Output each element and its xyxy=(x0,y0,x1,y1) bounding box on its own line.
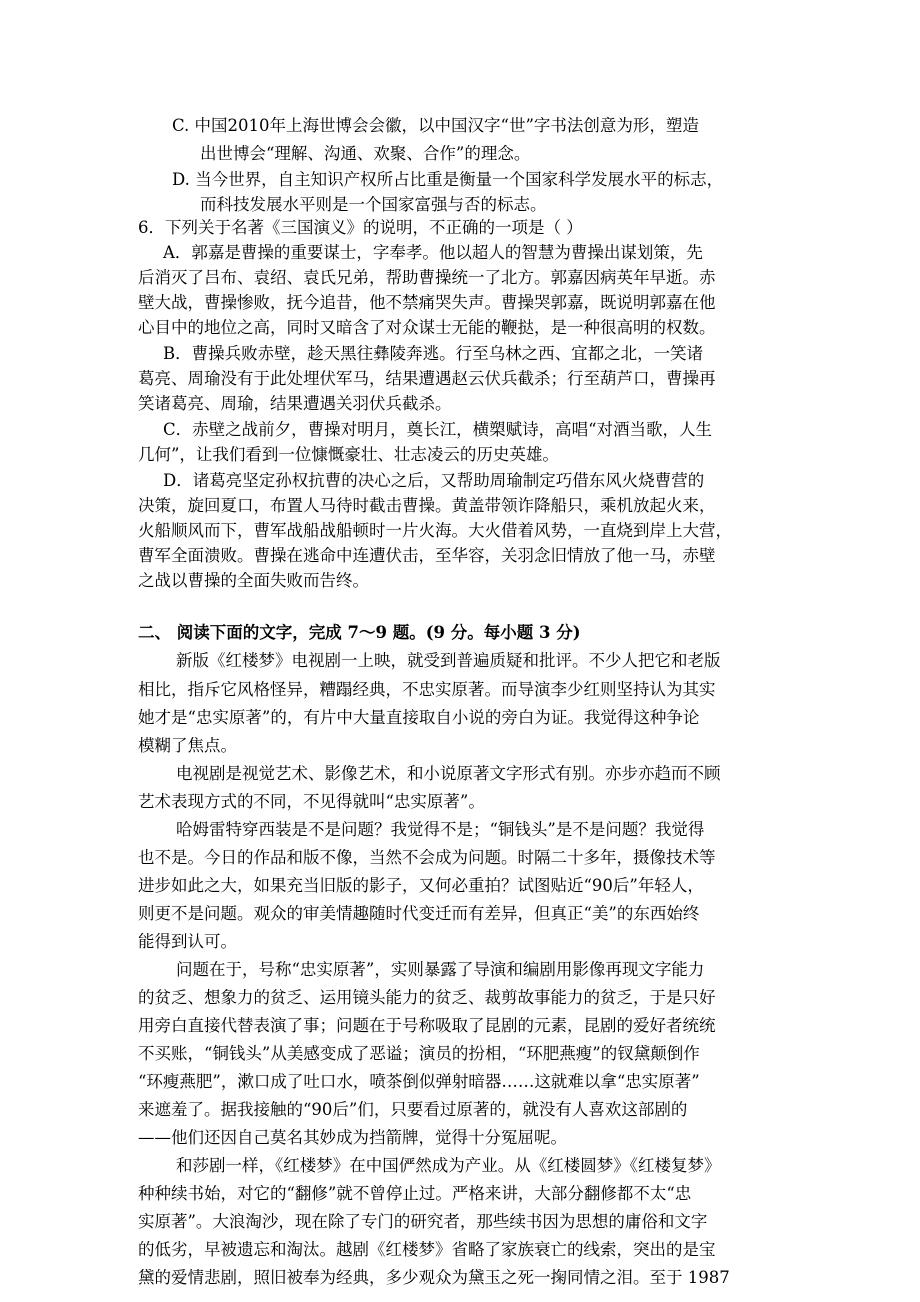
para4-line: 的贫乏、想象力的贫乏、运用镜头能力的贫乏、裁剪故事能力的贫乏，于是只好 xyxy=(138,988,716,1007)
q6-option-b-line: 葛亮、周瑜没有于此处埋伏军马，结果遭遇赵云伏兵截杀；行至葫芦口，曹操再 xyxy=(138,369,716,388)
q6-option-d-line: 曹军全面溃败。曹操在逃命中连遭伏击，至华容，关羽念旧情放了他一马，赤壁 xyxy=(138,546,716,565)
para4-line: 不买账，“铜钱头”从美感变成了恶谥；演员的扮相，“环肥燕瘦”的钗黛颠倒作 xyxy=(138,1044,700,1063)
q6-option-a-line: A．郭嘉是曹操的重要谋士，字奉孝。他以超人的智慧为曹操出谋划策，先 xyxy=(163,243,703,262)
q5-option-c-line2: 出世博会“理解、沟通、欢聚、合作”的理念。 xyxy=(200,144,531,163)
q6-stem: 6．下列关于名著《三国演义》的说明，不正确的一项是（ ） xyxy=(138,218,583,237)
para5-line: 和莎剧一样，《红楼梦》在中国俨然成为产业。从《红楼圆梦》《红楼复梦》 xyxy=(176,1156,721,1175)
q5-option-c-line1: C. 中国2010年上海世博会会徽，以中国汉字“世”字书法创意为形，塑造 xyxy=(172,116,699,135)
para4-line: ——他们还因自己莫名其妙成为挡箭牌，觉得十分冤屈呢。 xyxy=(138,1128,567,1147)
q6-option-c-line: 几何”，让我们看到一位慷慨豪壮、壮志凌云的历史英雄。 xyxy=(138,445,559,464)
q6-option-d-line: D．诸葛亮坚定孙权抗曹的决心之后，又帮助周瑜制定巧借东风火烧曹营的 xyxy=(163,471,705,490)
para2-line: 艺术表现方式的不同，不见得就叫“忠实原著”。 xyxy=(138,792,485,811)
para4-line: 来遮羞了。据我接触的“90后”们，只要看过原著的，就没有人喜欢这部剧的 xyxy=(138,1100,688,1119)
q6-option-d-line: 决策，旋回夏口，布置人马待时截击曹操。黄盖带领诈降船只，乘机放起火来， xyxy=(138,496,716,515)
q6-option-a-line: 壁大战，曹操惨败，抚今追昔，他不禁痛哭失声。曹操哭郭嘉，既说明郭嘉在他 xyxy=(138,293,716,312)
q6-option-a-line: 后消灭了吕布、袁绍、袁氏兄弟，帮助曹操统一了北方。郭嘉因病英年早逝。赤 xyxy=(138,268,716,287)
para5-line: 实原著”。大浪淘沙，现在除了专门的研究者，那些续书因为思想的庸俗和文字 xyxy=(138,1212,708,1231)
section-2-heading: 二、 阅读下面的文字，完成 7～9 题。(9 分。每小题 3 分) xyxy=(138,623,581,642)
para3-line: 则更不是问题。观众的审美情趣随时代变迁而有差异，但真正“美”的东西始终 xyxy=(138,904,700,923)
para1-line: 她才是“忠实原著”的，有片中大量直接取自小说的旁白为证。我觉得这种争论 xyxy=(138,708,700,727)
para5-line: 种种续书始，对它的“翻修”就不曾停止过。严格来讲，大部分翻修都不太“忠 xyxy=(138,1184,692,1203)
para3-line: 也不是。今日的作品和版不像，当然不会成为问题。时隔二十多年，摄像技术等 xyxy=(138,848,716,867)
para3-line: 哈姆雷特穿西装是不是问题？我觉得不是；“铜钱头”是不是问题？我觉得 xyxy=(176,820,705,839)
para1-line: 模糊了焦点。 xyxy=(138,736,237,755)
para1-line: 相比，指斥它风格怪异，糟蹋经典，不忠实原著。而导演李少红则坚持认为其实 xyxy=(138,680,716,699)
para4-line: 用旁白直接代替表演了事；问题在于号称吸取了昆剧的元素，昆剧的爱好者统统 xyxy=(138,1016,716,1035)
para4-line: “环瘦燕肥”，漱口成了吐口水，喷茶倒似弹射暗器……这就难以拿“忠实原著” xyxy=(138,1072,700,1091)
para3-line: 能得到认可。 xyxy=(138,932,237,951)
q5-option-d-line1: D. 当今世界，自主知识产权所占比重是衡量一个国家科学发展水平的标志， xyxy=(172,170,724,189)
q6-option-d-line: 之战以曹操的全面失败而告终。 xyxy=(138,571,369,590)
q6-option-b-line: 笑诸葛亮、周瑜，结果遭遇关羽伏兵截杀。 xyxy=(138,394,452,413)
q6-option-c-line: C．赤壁之战前夕，曹操对明月，奠长江，横槊赋诗，高唱“对酒当歌，人生 xyxy=(163,420,713,439)
para5-line: 的低劣，早被遗忘和淘汰。越剧《红楼梦》省略了家族衰亡的线索，突出的是宝 xyxy=(138,1240,716,1259)
q6-option-a-line: 心目中的地位之高，同时又暗含了对众谋士无能的鞭挞，是一种很高明的权数。 xyxy=(138,318,716,337)
q6-option-b-line: B．曹操兵败赤壁，趁天黑往彝陵奔逃。行至乌林之西、宜都之北，一笑诸 xyxy=(163,344,704,363)
para3-line: 进步如此之大，如果充当旧版的影子，又何必重拍？试图贴近“90后”年轻人， xyxy=(138,876,704,895)
q6-option-d-line: 火船顺风而下，曹军战船战船顿时一片火海。大火借着风势，一直烧到岸上大营， xyxy=(138,521,732,540)
para4-line: 问题在于，号称“忠实原著”，实则暴露了导演和编剧用影像再现文字能力 xyxy=(176,960,705,979)
para2-line: 电视剧是视觉艺术、影像艺术，和小说原著文字形式有别。亦步亦趋而不顾 xyxy=(176,764,721,783)
para1-line: 新版《红楼梦》电视剧一上映，就受到普遍质疑和批评。不少人把它和老版 xyxy=(176,651,721,670)
q5-option-d-line2: 而科技发展水平则是一个国家富强与否的标志。 xyxy=(200,195,547,214)
para5-line: 黛的爱情悲剧，照旧被奉为经典，多少观众为黛玉之死一掬同情之泪。至于 1987 xyxy=(138,1268,730,1287)
